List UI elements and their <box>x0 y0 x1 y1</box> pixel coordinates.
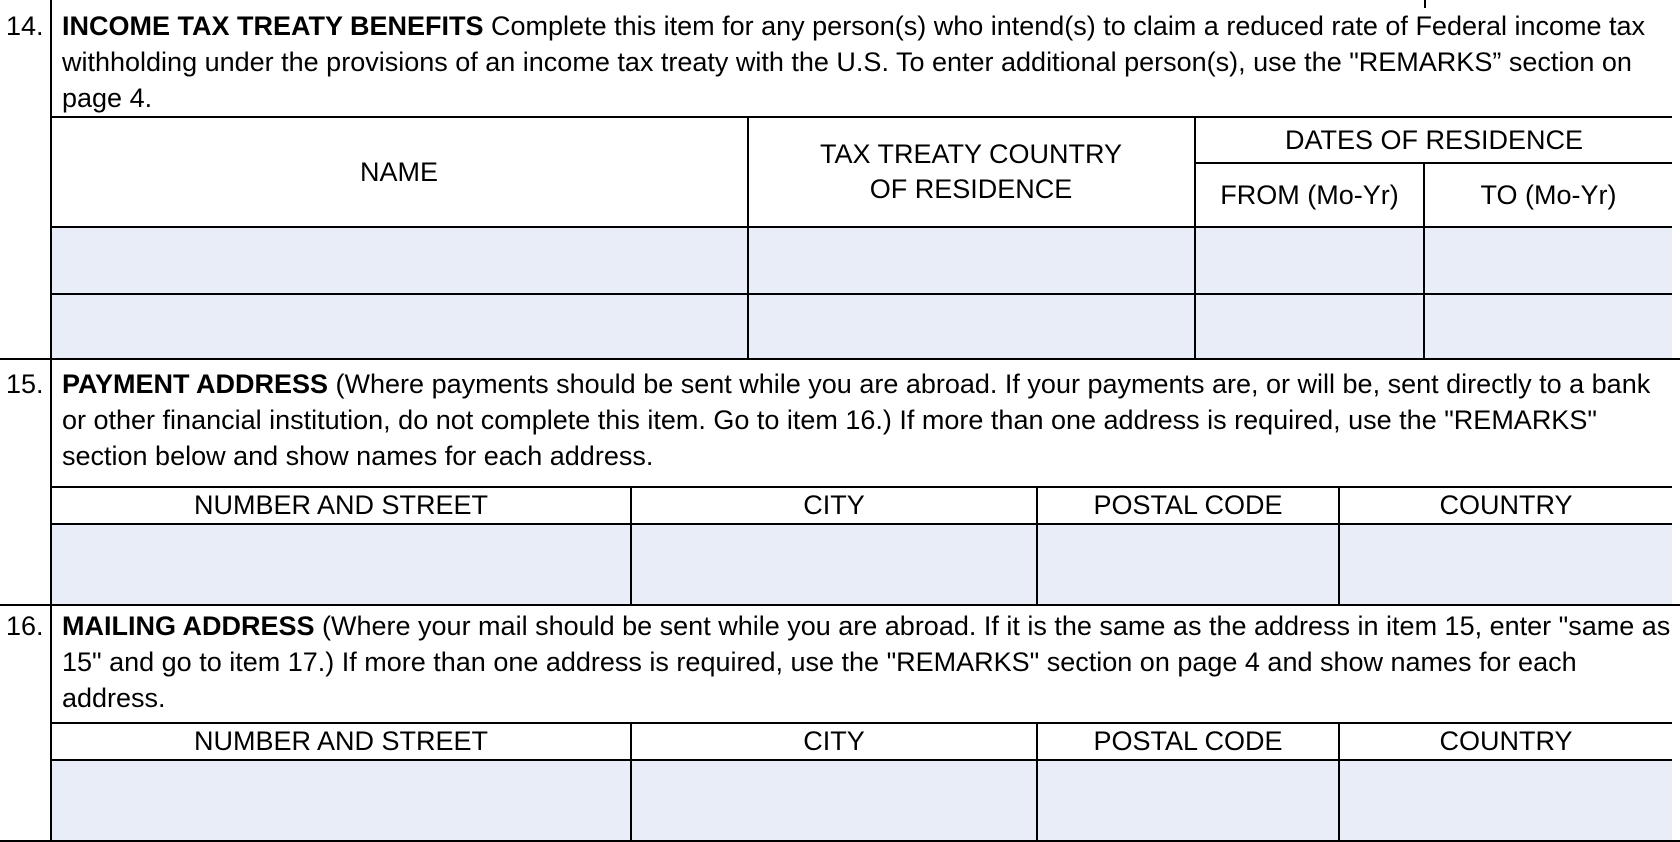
item-16-text: (Where your mail should be sent while you are abroad. If it is the same as the address in item 15, enter "same as 15" and go to item 17.) If more than one address is required, use the "REMARKS" section on page 4 and show names for each address. <box>62 611 1671 713</box>
item-14-row2-to-field[interactable] <box>1425 295 1672 358</box>
item-16-street-field[interactable] <box>52 761 630 840</box>
item-15-bottom-rule <box>0 604 1680 606</box>
item-14-row1-name-field[interactable] <box>52 228 747 293</box>
item-15-instructions <box>62 366 1672 474</box>
item-16-col-street: NUMBER AND STREET <box>193 725 489 756</box>
item-14-title: INCOME TAX TREATY BENEFITS <box>62 11 484 41</box>
item-14-col-from: FROM (Mo-Yr) <box>1220 179 1399 210</box>
item-16-col-city: CITY <box>803 725 865 756</box>
item-15-country-field[interactable] <box>1340 525 1672 604</box>
item-15-col-city: CITY <box>803 489 865 520</box>
item-14-row1-country-field[interactable] <box>749 228 1194 293</box>
item-14-col-to: TO (Mo-Yr) <box>1480 179 1617 210</box>
item-14-row2-country-field[interactable] <box>749 295 1194 358</box>
item-16-postal-field[interactable] <box>1038 761 1338 840</box>
item-14-row2-name-field[interactable] <box>52 295 747 358</box>
item-16-number: 16. <box>6 611 44 641</box>
item-15-title: PAYMENT ADDRESS <box>62 369 329 399</box>
item-16-title: MAILING ADDRESS <box>62 611 315 641</box>
item-14-col-country <box>749 118 1193 226</box>
item-15-street-field[interactable] <box>52 525 630 604</box>
item-14-row1-from-field[interactable] <box>1196 228 1423 293</box>
item-15-col-street: NUMBER AND STREET <box>193 489 489 520</box>
item-14-col-dates: DATES OF RESIDENCE <box>1284 124 1584 155</box>
item-16-country-field[interactable] <box>1340 761 1672 840</box>
item-14-col-name: NAME <box>359 156 438 187</box>
item-14-row2-from-field[interactable] <box>1196 295 1423 358</box>
item-15-number: 15. <box>6 369 44 399</box>
item-16-col-country: COUNTRY <box>1439 725 1573 756</box>
item-16-col-postal: POSTAL CODE <box>1093 725 1283 756</box>
item-15-col-postal: POSTAL CODE <box>1093 489 1283 520</box>
item-16-city-field[interactable] <box>632 761 1036 840</box>
item-16-instructions <box>62 608 1672 716</box>
item-16-bottom-rule <box>0 840 1680 842</box>
top-tick-right <box>1424 0 1426 8</box>
item-14-instructions <box>62 8 1672 116</box>
item-14-row1-to-field[interactable] <box>1425 228 1672 293</box>
item-14-text: Complete this item for any person(s) who intend(s) to claim a reduced rate of Federal income tax withholding under the provisions of an income tax treaty with the U.S. To enter additional person(s), use the "REMARKS” section on page 4. <box>62 11 1646 113</box>
item-15-postal-field[interactable] <box>1038 525 1338 604</box>
item-14-bottom-rule <box>0 358 1680 360</box>
item-14-number: 14. <box>6 11 44 41</box>
item-15-city-field[interactable] <box>632 525 1036 604</box>
item-15-col-country: COUNTRY <box>1439 489 1573 520</box>
item-14-col-country-line1: TAX TREATY COUNTRY <box>819 139 1123 169</box>
item-14-col-country-line2: OF RESIDENCE <box>869 174 1073 204</box>
item-15-text: (Where payments should be sent while you are abroad. If your payments are, or will be, sent directly to a bank or other financial institution, do not complete this item. Go to item 16.) If more than one address is required, use the "REMARKS" section below and show names for each address. <box>62 369 1651 471</box>
